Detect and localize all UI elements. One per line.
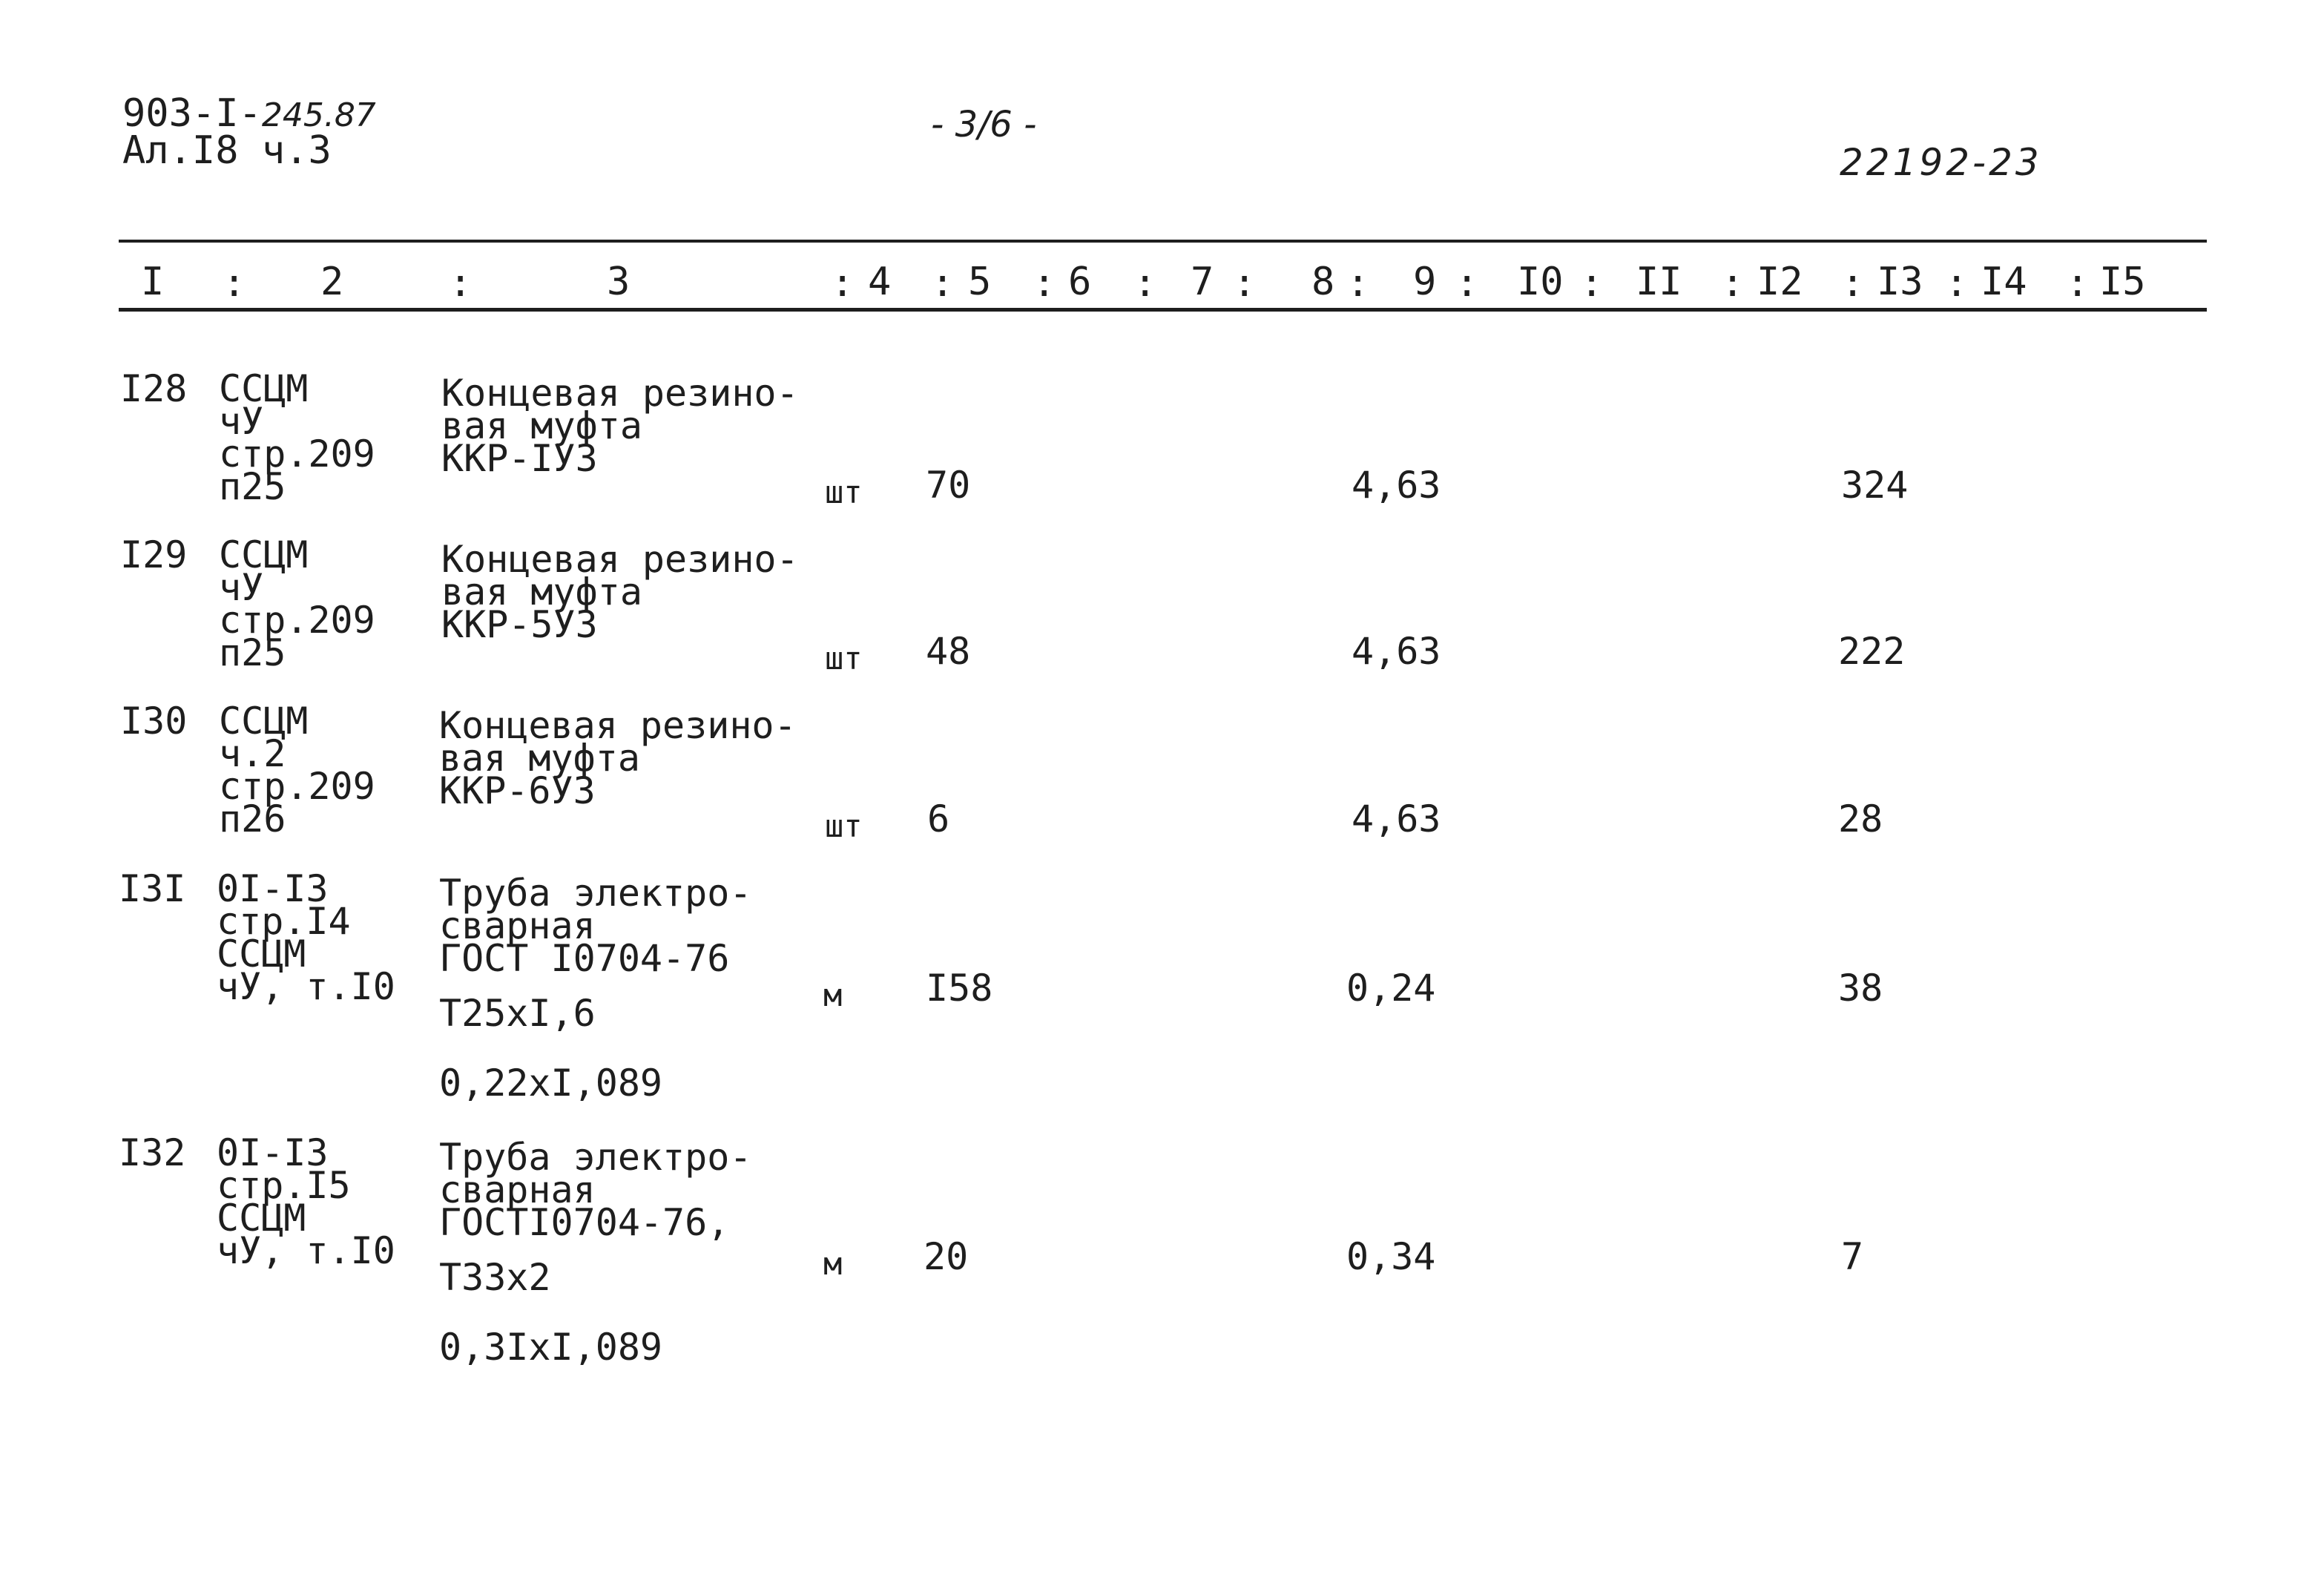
description-line: Концевая резино-	[439, 704, 797, 747]
total-value: 222	[1838, 630, 1906, 673]
description-line: вая муфта	[439, 737, 640, 780]
reference-line: стр.209	[219, 765, 375, 808]
reference-line: 0I-I3	[217, 867, 329, 910]
description-line: 0,3IхI,089	[439, 1326, 663, 1369]
column-separator: :	[1346, 261, 1370, 306]
reference-line: стр.209	[219, 432, 375, 476]
item-description	[439, 872, 752, 1105]
source-reference	[217, 867, 395, 1008]
total-value: 28	[1838, 797, 1883, 840]
description-line: Концевая резино-	[441, 372, 799, 415]
description-line: Концевая резино-	[441, 538, 799, 581]
description-line: вая муфта	[441, 404, 642, 447]
column-separator: :	[1580, 261, 1604, 306]
column-separator: :	[1721, 261, 1745, 306]
column-header: 9	[1413, 260, 1437, 304]
reference-line: стр.209	[219, 599, 375, 642]
reference-line: чУ, т.I0	[217, 1229, 395, 1272]
column-header: 6	[1068, 260, 1092, 304]
column-header: I	[141, 260, 165, 304]
column-separator: :	[1841, 261, 1865, 306]
item-description	[441, 538, 799, 646]
source-reference	[219, 700, 375, 840]
column-header: I0	[1517, 260, 1564, 304]
source-reference	[219, 367, 375, 508]
reference-line: чУ	[219, 400, 264, 443]
column-separator: :	[1455, 261, 1479, 306]
item-description	[439, 1136, 752, 1369]
quantity: 20	[924, 1235, 969, 1278]
unit: шт	[825, 808, 863, 844]
description-line: ГОСТI0704-76,	[439, 1201, 730, 1244]
document-code-handwritten: 245.87	[261, 96, 376, 134]
column-separator: :	[449, 261, 473, 306]
table-top-rule	[119, 240, 2207, 243]
quantity: 48	[926, 630, 971, 673]
reference-line: п25	[219, 631, 286, 674]
column-header: I4	[1981, 260, 2027, 304]
column-header: 5	[968, 260, 992, 304]
reference-line: ССЦМ	[217, 1197, 306, 1240]
reference-line: стр.I5	[217, 1164, 351, 1207]
column-header: I3	[1877, 260, 1923, 304]
description-line: вая муфта	[441, 570, 642, 613]
album-reference: Ал.I8 ч.3	[122, 128, 332, 173]
unit-price: 0,34	[1346, 1235, 1436, 1278]
description-line: Труба электро-	[439, 1136, 752, 1179]
description-line: ККР-6УЗ	[439, 769, 596, 812]
column-header: 2	[320, 260, 344, 304]
reference-line: ССЦМ	[219, 533, 309, 576]
column-separator: :	[831, 261, 855, 306]
reference-line: п26	[219, 797, 286, 840]
quantity: 70	[926, 464, 971, 507]
column-header: I5	[2099, 260, 2146, 304]
page-number: - 3/6 -	[931, 104, 1037, 145]
description-line: 0,22хI,089	[439, 1062, 663, 1105]
column-separator: :	[1133, 261, 1157, 306]
column-separator: :	[931, 261, 955, 306]
reference-line: чУ	[219, 566, 264, 609]
description-line: ККР-5УЗ	[441, 603, 598, 646]
source-reference	[217, 1131, 395, 1272]
description-line: ГОСТ I0704-76	[439, 937, 730, 980]
document-code	[122, 91, 376, 136]
description-line: ККР-IУЗ	[441, 437, 598, 480]
row-number: I3I	[119, 867, 186, 910]
row-number: I29	[120, 533, 188, 576]
document-code-printed: 903-I-	[122, 91, 262, 136]
unit-price: 4,63	[1352, 630, 1441, 673]
column-separator: :	[2066, 261, 2090, 306]
description-line: Т33х2	[439, 1256, 551, 1299]
column-header: I2	[1757, 260, 1803, 304]
unit-price: 0,24	[1346, 967, 1436, 1010]
unit: м	[823, 977, 843, 1013]
column-header: 3	[607, 260, 631, 304]
column-separator: :	[1233, 261, 1257, 306]
source-reference	[219, 533, 375, 674]
unit: шт	[825, 474, 863, 510]
column-separator: :	[223, 261, 246, 306]
row-number: I30	[120, 700, 188, 743]
reference-line: ч.2	[219, 732, 286, 775]
unit-price: 4,63	[1352, 464, 1441, 507]
column-separator: :	[1945, 261, 1969, 306]
row-number: I28	[120, 367, 188, 410]
reference-line: ССЦМ	[217, 932, 306, 976]
table-header-rule	[119, 308, 2207, 312]
description-line: Т25хI,6	[439, 992, 596, 1035]
column-header: 4	[868, 260, 892, 304]
column-header: 7	[1191, 260, 1214, 304]
unit-price: 4,63	[1352, 797, 1441, 840]
description-line: сварная	[439, 904, 596, 947]
total-value: 7	[1841, 1235, 1864, 1278]
description-line: сварная	[439, 1168, 596, 1211]
column-separator: :	[1033, 261, 1056, 306]
row-number: I32	[119, 1131, 186, 1174]
reference-line: 0I-I3	[217, 1131, 329, 1174]
reference-line: п25	[219, 465, 286, 508]
unit: шт	[825, 640, 863, 677]
description-line: Труба электро-	[439, 872, 752, 915]
quantity: 6	[927, 797, 950, 840]
item-description	[439, 704, 797, 812]
quantity: I58	[926, 967, 993, 1010]
reference-line: ССЦМ	[219, 367, 309, 410]
stamp-number: 22192-23	[1840, 141, 2042, 184]
reference-line: чУ, т.I0	[217, 965, 395, 1008]
column-header: II	[1636, 260, 1682, 304]
total-value: 38	[1838, 967, 1883, 1010]
column-header: 8	[1311, 260, 1335, 304]
reference-line: стр.I4	[217, 900, 351, 943]
unit: м	[823, 1246, 843, 1282]
item-description	[441, 372, 799, 480]
total-value: 324	[1841, 464, 1909, 507]
reference-line: ССЦМ	[219, 700, 309, 743]
